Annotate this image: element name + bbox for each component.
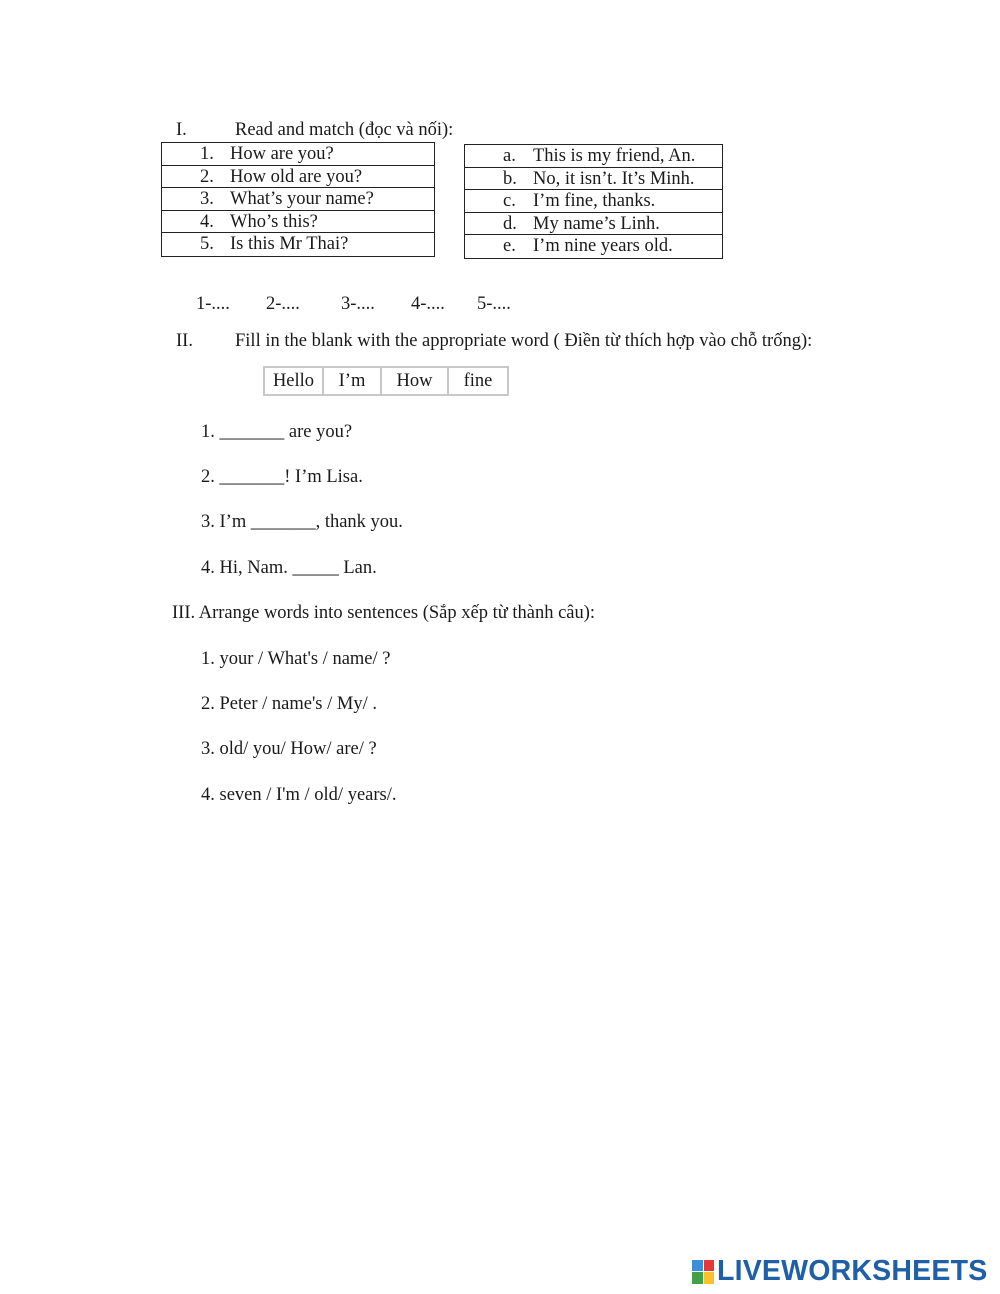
fill-blank-item-3[interactable]: 3. I’m _______, thank you. (201, 512, 403, 532)
match-slot-3[interactable]: 3-.... (341, 294, 375, 314)
logo-mark-icon (692, 1260, 714, 1284)
fill-blank-item-1[interactable]: 1. _______ are you? (201, 422, 353, 442)
arrange-item-2[interactable]: 2. Peter / name's / My/ . (201, 694, 377, 714)
liveworksheets-logo (692, 1255, 987, 1288)
logo-square (692, 1272, 703, 1284)
arrange-item-4[interactable]: 4. seven / I'm / old/ years/. (201, 785, 397, 805)
section-1-heading: Read and match (đọc và nối): (235, 120, 454, 140)
question-number: 4. (200, 211, 214, 232)
logo-square (692, 1260, 703, 1272)
question-row (162, 188, 434, 211)
logo-square (704, 1272, 715, 1284)
question-number: 2. (200, 166, 214, 187)
answer-text: This is my friend, An. (533, 146, 696, 166)
question-text: Who’s this? (230, 211, 318, 232)
word-bank-item: Hello (265, 368, 324, 394)
match-slot-1[interactable]: 1-.... (196, 294, 230, 314)
word-bank-item: I’m (324, 368, 382, 394)
fill-blank-item-4[interactable]: 4. Hi, Nam. _____ Lan. (201, 558, 377, 578)
question-text: Is this Mr Thai? (230, 234, 349, 254)
answer-letter: c. (503, 191, 516, 211)
question-number: 1. (200, 144, 214, 164)
answer-text: I’m nine years old. (533, 236, 673, 256)
answer-letter: e. (503, 236, 516, 256)
section-1-numeral: I. (176, 120, 187, 140)
arrange-item-3[interactable]: 3. old/ you/ How/ are/ ? (201, 739, 377, 759)
question-text: How are you? (230, 144, 334, 164)
match-slot-5[interactable]: 5-.... (477, 294, 511, 314)
section-2-numeral: II. (176, 331, 193, 351)
arrange-item-1[interactable]: 1. your / What's / name/ ? (201, 649, 391, 669)
question-row (162, 166, 434, 189)
logo-square (704, 1260, 715, 1272)
question-text: How old are you? (230, 166, 363, 187)
word-bank-item: How (382, 368, 449, 394)
fill-blank-item-2[interactable]: 2. _______! I’m Lisa. (201, 467, 363, 487)
answer-row (465, 145, 722, 168)
answer-letter: a. (503, 146, 516, 166)
question-number: 5. (200, 234, 214, 254)
match-slot-2[interactable]: 2-.... (266, 294, 300, 314)
section-3-heading: III. Arrange words into sentences (Sắp xếp từ thành câu): (172, 603, 596, 623)
word-bank (263, 366, 509, 396)
answer-row (465, 235, 722, 258)
answer-letter: b. (503, 168, 517, 189)
section-2-heading: Fill in the blank with the appropriate word ( Điền từ thích hợp vào chỗ trống): (235, 331, 813, 351)
questions-table (161, 142, 435, 257)
question-text: What’s your name? (230, 189, 374, 209)
answer-letter: d. (503, 213, 517, 234)
question-number: 3. (200, 189, 214, 209)
match-slot-4[interactable]: 4-.... (411, 294, 445, 314)
logo-text: LIVEWORKSHEETS (717, 1255, 988, 1287)
answers-table (464, 144, 723, 259)
question-row (162, 233, 434, 256)
question-row (162, 143, 434, 166)
question-row (162, 211, 434, 234)
answer-text: My name’s Linh. (533, 213, 660, 234)
answer-text: I’m fine, thanks. (533, 191, 656, 211)
answer-row (465, 190, 722, 213)
answer-text: No, it isn’t. It’s Minh. (533, 168, 695, 189)
answer-row (465, 213, 722, 236)
word-bank-item: fine (463, 370, 493, 391)
answer-row (465, 168, 722, 191)
